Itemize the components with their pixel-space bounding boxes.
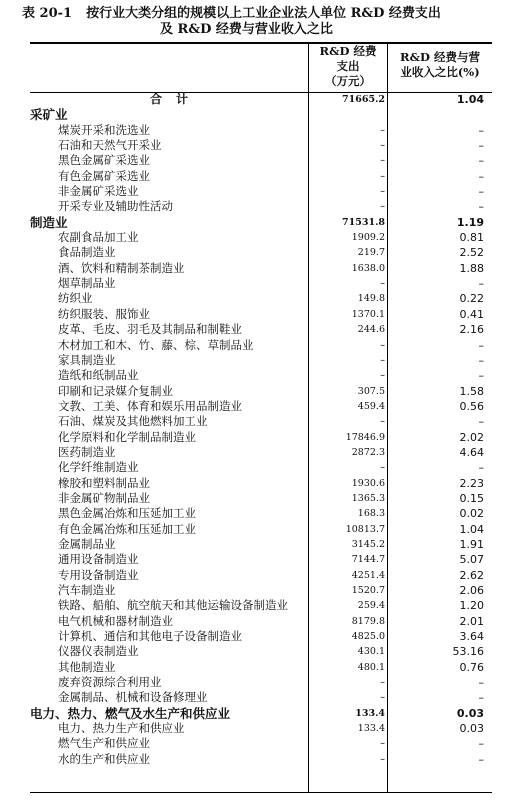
table-row bbox=[30, 322, 492, 337]
industry-name: 纺织业 bbox=[58, 291, 93, 306]
ratio-value: 0.76 bbox=[459, 660, 484, 674]
rd-expenditure-value: – bbox=[380, 140, 385, 152]
ratio-value: – bbox=[478, 277, 484, 291]
industry-name: 开采专业及辅助性活动 bbox=[58, 199, 173, 214]
table-row bbox=[30, 644, 492, 659]
table-row bbox=[30, 629, 492, 644]
rd-expenditure-value: 149.8 bbox=[357, 293, 385, 305]
header-rd-expenditure-line: （万元） bbox=[325, 74, 371, 88]
table-row bbox=[30, 721, 492, 736]
header-rd-expenditure bbox=[310, 44, 386, 89]
ratio-value: 4.64 bbox=[459, 445, 484, 459]
ratio-value: – bbox=[478, 353, 484, 367]
industry-name: 计算机、通信和其他电子设备制造业 bbox=[58, 629, 242, 644]
ratio-value: 2.23 bbox=[459, 476, 484, 490]
rd-expenditure-value: 168.3 bbox=[357, 508, 385, 520]
rd-expenditure-value: 1370.1 bbox=[351, 308, 385, 320]
ratio-value: 0.03 bbox=[456, 706, 484, 720]
industry-name: 金属制品业 bbox=[58, 536, 116, 551]
table-row bbox=[30, 245, 492, 260]
ratio-value: 2.06 bbox=[459, 584, 484, 597]
ratio-value: 0.81 bbox=[459, 231, 484, 245]
ratio-value: 1.04 bbox=[459, 522, 484, 536]
table-row bbox=[30, 384, 492, 399]
table-row bbox=[30, 261, 492, 276]
header-ratio bbox=[388, 50, 492, 80]
industry-name: 非金属矿采选业 bbox=[58, 184, 139, 199]
ratio-value: – bbox=[478, 123, 484, 137]
table-row bbox=[30, 184, 492, 199]
category-row bbox=[30, 706, 492, 721]
table-row bbox=[30, 307, 492, 322]
rd-expenditure-value: – bbox=[380, 278, 385, 290]
industry-name: 化学原料和化学制品制造业 bbox=[58, 429, 196, 444]
table-body bbox=[30, 92, 492, 767]
table-row bbox=[30, 169, 492, 184]
rd-expenditure-value: – bbox=[380, 416, 385, 428]
ratio-value: 0.22 bbox=[459, 292, 484, 306]
industry-name: 非金属矿物制品业 bbox=[58, 490, 150, 505]
rd-expenditure-value: 7144.7 bbox=[351, 554, 385, 566]
ratio-value: – bbox=[478, 691, 484, 705]
rd-expenditure-value: 2872.3 bbox=[351, 446, 385, 458]
rd-expenditure-value: 71531.8 bbox=[342, 216, 385, 228]
ratio-value: 2.02 bbox=[459, 430, 484, 444]
industry-name: 黑色金属冶炼和压延加工业 bbox=[58, 506, 196, 521]
ratio-value: – bbox=[478, 154, 484, 168]
rd-expenditure-value: – bbox=[380, 201, 385, 213]
rd-expenditure-value: 1930.6 bbox=[351, 477, 385, 489]
table-row bbox=[30, 199, 492, 214]
table-row bbox=[30, 736, 492, 751]
table-row bbox=[30, 552, 492, 567]
industry-name: 文教、工美、体育和娱乐用品制造业 bbox=[58, 398, 242, 413]
ratio-value: 2.16 bbox=[459, 323, 484, 337]
rd-expenditure-value: – bbox=[380, 677, 385, 689]
rd-expenditure-value: 4251.4 bbox=[351, 569, 385, 581]
ratio-value: 0.03 bbox=[459, 722, 484, 736]
table-row bbox=[30, 353, 492, 368]
rd-expenditure-value: 3145.2 bbox=[351, 538, 385, 550]
industry-name: 酒、饮料和精制茶制造业 bbox=[58, 260, 185, 275]
header-ratio-line: 业收入之比(%) bbox=[400, 65, 480, 79]
industry-name: 汽车制造业 bbox=[58, 583, 116, 597]
ratio-value: 2.62 bbox=[459, 568, 484, 582]
ratio-value: 5.07 bbox=[459, 553, 484, 567]
industry-name: 废弃资源综合利用业 bbox=[58, 675, 162, 690]
rd-expenditure-value: – bbox=[380, 155, 385, 167]
ratio-value: – bbox=[478, 185, 484, 199]
rd-expenditure-value: – bbox=[380, 339, 385, 351]
ratio-value: 1.19 bbox=[456, 215, 484, 229]
industry-name: 铁路、船舶、航空航天和其他运输设备制造业 bbox=[58, 598, 288, 613]
rd-expenditure-value: – bbox=[380, 170, 385, 182]
industry-name: 印刷和记录媒介复制业 bbox=[58, 383, 173, 398]
table-row bbox=[30, 568, 492, 583]
ratio-value: 53.16 bbox=[452, 645, 484, 659]
industry-name: 食品制造业 bbox=[58, 245, 116, 260]
header-rd-expenditure-line: 支出 bbox=[336, 59, 360, 73]
industry-name: 制造业 bbox=[30, 214, 68, 230]
industry-name: 黑色金属矿采选业 bbox=[58, 153, 150, 168]
industry-name: 其他制造业 bbox=[58, 659, 116, 674]
industry-name: 石油和天然气开采业 bbox=[58, 138, 162, 153]
table-row bbox=[30, 338, 492, 353]
industry-name: 金属制品、机械和设备修理业 bbox=[58, 690, 208, 705]
industry-name: 纺织服装、服饰业 bbox=[58, 306, 150, 321]
category-row bbox=[30, 215, 492, 230]
ratio-value: 1.91 bbox=[459, 537, 484, 551]
industry-name: 电力、热力生产和供应业 bbox=[58, 721, 185, 736]
rd-expenditure-value: 1909.2 bbox=[351, 232, 385, 244]
rd-expenditure-value: 459.4 bbox=[357, 400, 385, 412]
table-row bbox=[30, 675, 492, 690]
industry-name: 医药制造业 bbox=[58, 444, 116, 459]
industry-name: 电力、热力、燃气及水生产和供应业 bbox=[30, 705, 231, 721]
table-row bbox=[30, 537, 492, 552]
table-row bbox=[30, 660, 492, 675]
industry-name: 煤炭开采和洗选业 bbox=[58, 122, 150, 137]
table-row bbox=[30, 583, 492, 598]
industry-name: 农副食品加工业 bbox=[58, 230, 139, 245]
title-line-1 bbox=[22, 6, 441, 22]
table-row bbox=[30, 460, 492, 475]
ratio-value: 2.52 bbox=[459, 246, 484, 260]
ratio-value: 3.64 bbox=[459, 630, 484, 644]
ratio-value: – bbox=[478, 415, 484, 429]
ratio-value: 0.41 bbox=[459, 307, 484, 321]
table-row bbox=[30, 153, 492, 168]
rd-expenditure-value: 480.1 bbox=[357, 661, 385, 673]
rd-expenditure-value: 244.6 bbox=[357, 324, 385, 336]
ratio-value: – bbox=[478, 676, 484, 690]
industry-name: 有色金属矿采选业 bbox=[58, 168, 150, 183]
table-row bbox=[30, 522, 492, 537]
rd-expenditure-value: 10813.7 bbox=[345, 523, 385, 535]
table-row bbox=[30, 138, 492, 153]
rd-expenditure-value: 259.4 bbox=[357, 600, 385, 612]
industry-name: 仪器仪表制造业 bbox=[58, 644, 139, 659]
table-row bbox=[30, 368, 492, 383]
rd-expenditure-value: 1638.0 bbox=[351, 262, 385, 274]
industry-name: 水的生产和供应业 bbox=[58, 751, 150, 766]
table-row bbox=[30, 598, 492, 613]
industry-name: 木材加工和木、竹、藤、棕、草制品业 bbox=[58, 337, 254, 352]
rd-expenditure-value: – bbox=[380, 753, 385, 765]
ratio-value: 1.58 bbox=[459, 384, 484, 398]
table-row bbox=[30, 445, 492, 460]
industry-name: 家具制造业 bbox=[58, 352, 116, 367]
rd-expenditure-value: 219.7 bbox=[357, 247, 385, 259]
rd-expenditure-value: 71665.2 bbox=[342, 94, 385, 105]
rd-expenditure-value: – bbox=[380, 462, 385, 474]
rd-expenditure-value: – bbox=[380, 370, 385, 382]
table-row bbox=[30, 491, 492, 506]
table-row bbox=[30, 506, 492, 521]
rd-expenditure-value: 307.5 bbox=[357, 385, 385, 397]
industry-name: 造纸和纸制品业 bbox=[58, 368, 139, 383]
ratio-value: – bbox=[478, 139, 484, 153]
ratio-value: 0.02 bbox=[459, 507, 484, 521]
ratio-value: – bbox=[478, 461, 484, 475]
table-row bbox=[30, 614, 492, 629]
table-row bbox=[30, 752, 492, 767]
table-row bbox=[30, 690, 492, 705]
ratio-value: 1.04 bbox=[456, 93, 484, 106]
rd-expenditure-value: 1520.7 bbox=[351, 585, 385, 596]
ratio-value: – bbox=[478, 338, 484, 352]
rd-expenditure-value: 4825.0 bbox=[351, 631, 385, 643]
table-row bbox=[30, 230, 492, 245]
table-row bbox=[30, 430, 492, 445]
ratio-value: – bbox=[478, 200, 484, 214]
rd-expenditure-value: 17846.9 bbox=[345, 431, 385, 443]
top-rule bbox=[30, 42, 492, 44]
title-line-2: 及 R&D 经费与营业收入之比 bbox=[160, 22, 333, 37]
ratio-value: 1.20 bbox=[459, 599, 484, 613]
ratio-value: 0.15 bbox=[459, 491, 484, 505]
category-row bbox=[30, 107, 492, 122]
industry-name: 皮革、毛皮、羽毛及其制品和制鞋业 bbox=[58, 322, 242, 337]
ratio-value: 2.01 bbox=[459, 614, 484, 628]
ratio-value: – bbox=[478, 369, 484, 383]
rd-expenditure-value: 430.1 bbox=[357, 646, 385, 658]
industry-name: 通用设备制造业 bbox=[58, 552, 139, 567]
table-row bbox=[30, 476, 492, 491]
bottom-rule bbox=[30, 792, 492, 793]
ratio-value: 1.88 bbox=[459, 261, 484, 275]
industry-name: 烟草制品业 bbox=[58, 276, 116, 291]
rd-expenditure-value: – bbox=[380, 186, 385, 198]
industry-name: 合计 bbox=[150, 92, 203, 106]
industry-name: 石油、煤炭及其他燃料加工业 bbox=[58, 414, 208, 429]
table-row bbox=[30, 291, 492, 306]
header-ratio-line: R&D 经费与营 bbox=[400, 50, 480, 64]
rd-expenditure-value: – bbox=[380, 738, 385, 750]
rd-expenditure-value: – bbox=[380, 354, 385, 366]
industry-name: 专用设备制造业 bbox=[58, 567, 139, 582]
rd-expenditure-value: 133.4 bbox=[355, 707, 385, 719]
industry-name: 化学纤维制造业 bbox=[58, 460, 139, 475]
ratio-value: – bbox=[478, 169, 484, 183]
industry-name: 采矿业 bbox=[30, 107, 68, 123]
total-row bbox=[30, 92, 492, 107]
rd-expenditure-value: – bbox=[380, 692, 385, 704]
table-row bbox=[30, 123, 492, 138]
rd-expenditure-value: 1365.3 bbox=[351, 492, 385, 504]
table-row bbox=[30, 399, 492, 414]
rd-expenditure-value: 8179.8 bbox=[351, 615, 385, 627]
table-row bbox=[30, 414, 492, 429]
ratio-value: 0.56 bbox=[459, 399, 484, 413]
industry-name: 有色金属冶炼和压延加工业 bbox=[58, 521, 196, 536]
title-text-1: 按行业大类分组的规模以上工业企业法人单位 R&D 经费支出 bbox=[86, 6, 441, 21]
rd-expenditure-value: – bbox=[380, 124, 385, 136]
industry-name: 电气机械和器材制造业 bbox=[58, 613, 173, 628]
industry-name: 燃气生产和供应业 bbox=[58, 736, 150, 751]
header-rd-expenditure-line: R&D 经费 bbox=[319, 44, 377, 58]
ratio-value: – bbox=[478, 752, 484, 766]
rd-expenditure-value: 133.4 bbox=[357, 723, 385, 735]
table-row bbox=[30, 276, 492, 291]
table-number: 表 20-1 bbox=[22, 6, 73, 21]
industry-name: 橡胶和塑料制品业 bbox=[58, 475, 150, 490]
ratio-value: – bbox=[478, 737, 484, 751]
